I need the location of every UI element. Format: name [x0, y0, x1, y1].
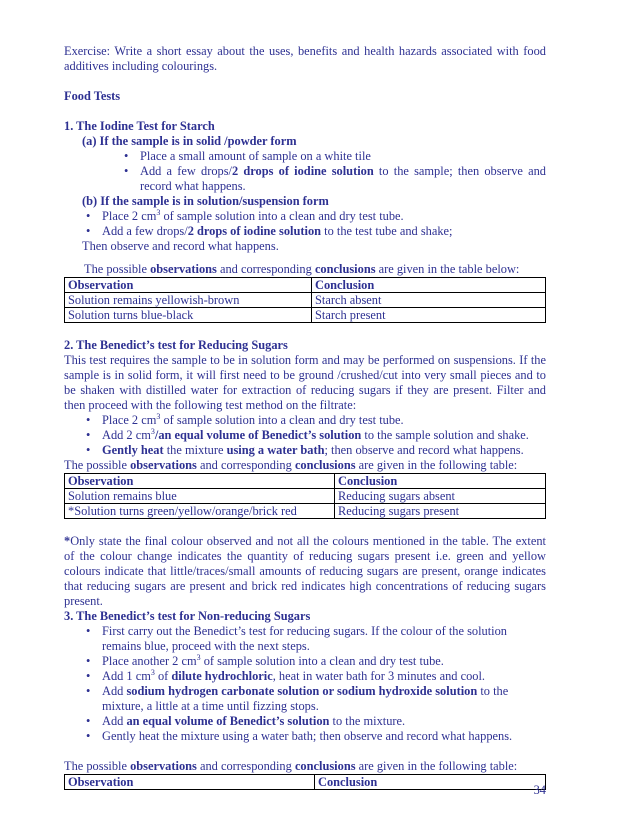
table-header-cell: Observation — [65, 474, 335, 489]
section-1-then: Then observe and record what happens. — [82, 239, 279, 253]
section-1a-heading: (a) If the sample is in solid /powder form — [82, 134, 297, 148]
table-cell: Solution remains blue — [65, 489, 335, 504]
table-cell: Reducing sugars present — [335, 504, 546, 519]
table-header-cell: Conclusion — [315, 775, 546, 790]
section-1-heading: 1. The Iodine Test for Starch — [64, 119, 215, 133]
section-2-paragraph: This test requires the sample to be in solution form and may be performed on suspensions. If the sample is in solid form, it will first need to be ground /crushed/cut into very small pieces and to be shaken with distilled water for extraction of reducing sugars if they are present. Filter and then proceed with the following test method on the filtrate: — [64, 353, 546, 412]
section-2-heading: 2. The Benedict’s test for Reducing Sugars — [64, 338, 288, 352]
list-item: • Add 2 $cm^3/an$ equal volume of Benedict’s solution to the sample solution and shake. — [102, 428, 546, 443]
table-cell: *Solution turns green/yellow/orange/brick red — [65, 504, 335, 519]
list-item: • Gently heat the mixture using a water bath; then observe and record what happens. — [102, 729, 546, 744]
table-header-row — [65, 775, 546, 790]
table-row — [65, 489, 546, 504]
section-1a-list — [140, 149, 546, 194]
list-item: • Add 1 $cm^3$ of dilute hydrochloric, heat in water bath for 3 minutes and cool. — [102, 669, 546, 684]
table-header-row — [65, 278, 546, 293]
table-cell: Starch present — [312, 308, 546, 323]
starch-results-table — [64, 277, 546, 323]
list-item: • Add a few drops/2 drops of iodine solution to the test tube and shake; — [102, 224, 546, 239]
table-header-cell: Observation — [65, 775, 315, 790]
document-page — [64, 44, 546, 790]
food-tests-heading: Food Tests — [64, 89, 121, 103]
table-header-cell: Conclusion — [335, 474, 546, 489]
list-item: • Gently heat the mixture using a water bath; then observe and record what happens. — [102, 443, 546, 458]
section-3-heading: 3. The Benedict’s test for Non-reducing Sugars — [64, 609, 311, 623]
list-item: • Add sodium hydrogen carbonate solution or sodium hydroxide solution to the mixture, a little at a time until fizzing stops. — [102, 684, 546, 714]
section-2-note: *Only state the final colour observed and not all the colours mentioned in the table. The extent of the colour change indicates the quantity of reducing sugars present i.e. green and yellow colours indicate that little/traces/small amounts of reducing sugars are present, orange indicates that reducing sugars are present and brick red indicates high concentrations of reducing sugars present. — [64, 534, 546, 608]
section-3-list — [102, 624, 546, 744]
list-item: • Add a few drops/2 drops of iodine solution to the sample; then observe and record what happens. — [140, 164, 546, 194]
table-header-cell: Conclusion — [312, 278, 546, 293]
section-1b-heading: (b) If the sample is in solution/suspension form — [82, 194, 329, 208]
table-cell: Reducing sugars absent — [335, 489, 546, 504]
list-item: • Add an equal volume of Benedict’s solution to the mixture. — [102, 714, 546, 729]
table-cell: Starch absent — [312, 293, 546, 308]
reducing-sugars-table — [64, 473, 546, 519]
section-1b-list — [102, 209, 546, 239]
list-item: • Place another 2 $cm^3$ of sample solution into a clean and dry test tube. — [102, 654, 546, 669]
list-item: • Place 2 $cm^3$ of sample solution into a clean and dry test tube. — [102, 209, 546, 224]
list-item: • Place a small amount of sample on a white tile — [140, 149, 546, 164]
table-row — [65, 308, 546, 323]
section-1-table-intro: The possible observations and corresponding conclusions are given in the table below: — [84, 262, 520, 276]
table-header-row — [65, 474, 546, 489]
non-reducing-sugars-table — [64, 774, 546, 790]
table-cell: Solution remains yellowish-brown — [65, 293, 312, 308]
table-row — [65, 504, 546, 519]
section-2-list — [102, 413, 546, 458]
section-2-table-intro: The possible observations and corresponding conclusions are given in the following table: — [64, 458, 518, 472]
table-row — [65, 293, 546, 308]
page-number: 34 — [533, 783, 546, 797]
table-cell: Solution turns blue-black — [65, 308, 312, 323]
list-item: • Place 2 $cm^3$ of sample solution into a clean and dry test tube. — [102, 413, 546, 428]
list-item: • First carry out the Benedict’s test for reducing sugars. If the colour of the solution remains blue, proceed with the next steps. — [102, 624, 546, 654]
exercise-text: Exercise: Write a short essay about the uses, benefits and health hazards associated with food additives including colourings. — [64, 44, 546, 73]
section-3-table-intro: The possible observations and corresponding conclusions are given in the following table: — [64, 759, 518, 773]
table-header-cell: Observation — [65, 278, 312, 293]
